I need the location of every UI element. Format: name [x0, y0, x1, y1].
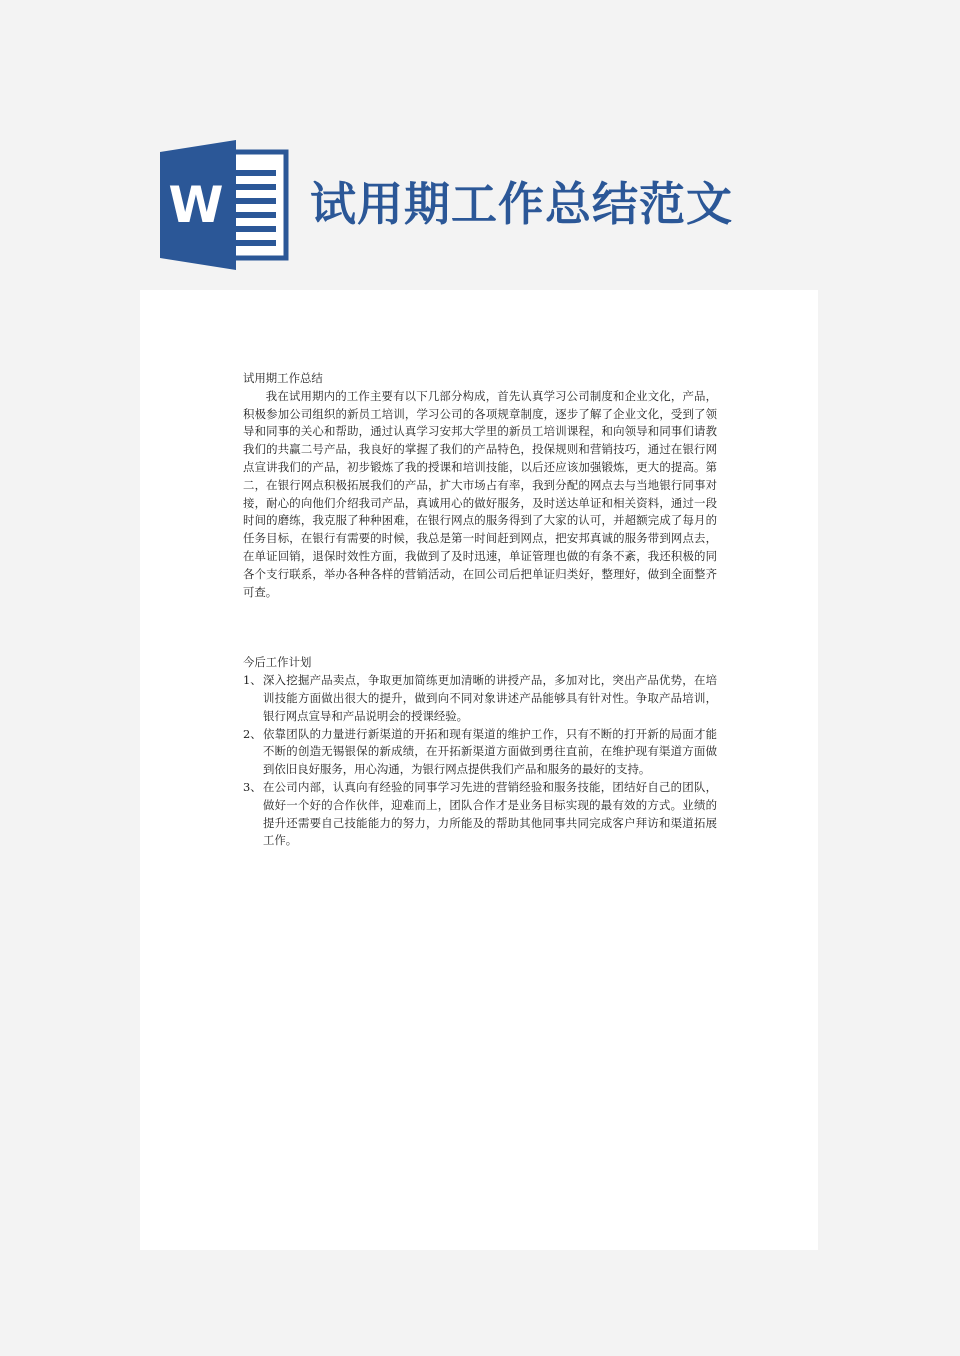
summary-paragraph: 我在试用期内的工作主要有以下几部分构成，首先认真学习公司制度和企业文化，产品，积极参加公司组织的新员工培训，学习公司的各项规章制度，逐步了解了企业文化，受到了领导和同事的关心和帮助，通过认真学习安邦大学里的新员工培训课程，和向领导和同事们请教我们的共赢二号产品，我良好的掌握了我们的产品特色，投保规则和营销技巧，通过在银行网点宣讲我们的产品，初步锻炼了我的授课和培训技能，以后还应该加强锻炼，更大的提高。第二，在银行网点积极拓展我们的产品，扩大市场占有率，我到分配的网点去与当地银行同事对接，耐心的向他们介绍我司产品，真诚用心的做好服务，及时送达单证和相关资料，通过一段时间的磨练，我克服了种种困难，在银行网点的服务得到了大家的认可，并超额完成了每月的任务目标，在银行有需要的时候，我总是第一时间赶到网点，把安邦真诚的服务带到网点去，在单证回销，退保时效性方面，我做到了及时迅速，单证管理也做的有条不紊，我还积极的同各个支行联系，举办各种各样的营销活动，在回公司后把单证归类好，整理好，做到全面整齐可查。 [243, 388, 717, 599]
document-body [243, 370, 717, 850]
plan-item-number: 2、 [243, 726, 262, 741]
plan-item-text: 深入挖掘产品卖点，争取更加简练更加清晰的讲授产品，多加对比，突出产品优势，在培训技能方面做出很大的提升，做到向不同对象讲述产品能够具有针对性。争取产品培训，银行网点宣导和产品说明会的授课经验。 [263, 673, 717, 723]
plan-list [243, 672, 717, 850]
plan-item-text: 依靠团队的力量进行新渠道的开拓和现有渠道的维护工作，只有不断的打开新的局面才能不断的创造无锡银保的新成绩，在开拓新渠道方面做到勇往直前，在维护现有渠道方面做到依旧良好服务，用心沟通，为银行网点提供我们产品和服务的最好的支持。 [263, 726, 717, 777]
word-document-icon [160, 140, 290, 270]
plan-item-text: 在公司内部，认真向有经验的同事学习先进的营销经验和服务技能，团结好自己的团队，做好一个好的合作伙伴，迎难而上，团队合作才是业务目标实现的最有效的方式。业绩的提升还需要自己技能能力的努力，力所能及的帮助其他同事共同完成客户拜访和渠道拓展工作。 [263, 779, 717, 848]
plan-heading: 今后工作计划 [243, 655, 312, 670]
plan-item-3 [243, 779, 717, 850]
document-heading: 试用期工作总结 [243, 371, 323, 385]
plan-item-number: 3、 [243, 779, 262, 794]
document-banner [0, 0, 960, 290]
banner-title: 试用期工作总结范文 [310, 177, 733, 231]
section-gap [243, 601, 717, 654]
document-page [140, 290, 818, 1250]
plan-item-number: 1、 [243, 673, 262, 688]
plan-item-2 [243, 726, 717, 779]
logo-letter: W [168, 176, 224, 234]
plan-item-1 [243, 672, 717, 725]
